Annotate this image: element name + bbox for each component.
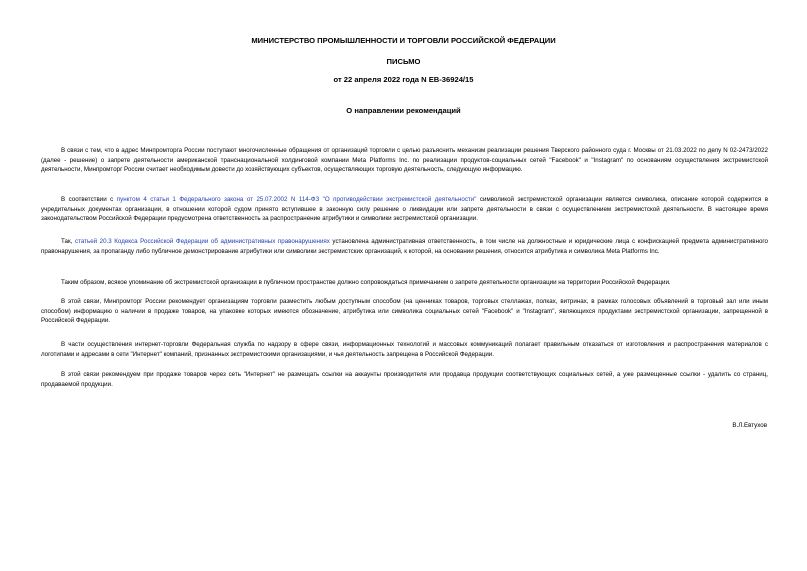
- paragraph-1-text: В связи с тем, что в адрес Минпромторга России поступают многочисленные обращения от организаций торговли с целью разъяснить механизм реализации решения Тверского районного суда г. Москвы от 21.03.2022 по делу N 02-2473/2022 (далее - решение) о запрете деятельности американской транснациональной холдинговой компании Meta Platforms Inc. по реализации продуктов-социальных сетей "Facebook" и "Instagram" по основаниям осуществления экстремистской деятельности, Минпромторг России считает необходимым довести до хозяйствующих субъектов, осуществляющих торговую деятельность, следующую информацию.: [41, 147, 768, 174]
- paragraph-6-text: В части осуществления интернет-торговли Федеральная служба по надзору в сфере связи, информационных технологий и массовых коммуникаций полагает правильным отказаться от изготовления и распространения материалов с логотипами и адресами в сети "Интернет" компаний, признанных экстремистскими организациями, и чья деятельность запрещена в Российской Федерации.: [41, 341, 768, 358]
- paragraph-7: [41, 370, 768, 389]
- document-date-number: от 22 апреля 2022 года N ЕВ-36924/15: [333, 75, 474, 84]
- admin-code-link[interactable]: статьей 20.3 Кодекса Российской Федерации об административных правонарушениях: [74, 238, 330, 245]
- paragraph-5-text: В этой связи, Минпромторг России рекомендует организациям торговли разместить любым доступным способом (на ценниках товаров, торговых стеллажах, полках, витринах, в рамках голосовых объявлений в торговый зал или иным способом) информацию о наличии в продаже товаров, на упаковке которых имеются обозначение, атрибутика или символика социальных сетей "Facebook" и "Instagram", являющихся продуктами экстремистской организации, запрещенной в Российской Федерации.: [41, 298, 768, 325]
- document-type: ПИСЬМО: [386, 57, 421, 66]
- paragraph-5: [41, 297, 768, 326]
- paragraph-4-text: Таким образом, всякое упоминание об экстремистской организации в публичном пространстве должно сопровождаться примечанием о запрете деятельности организации на территории Российской Федерации.: [61, 279, 671, 286]
- document-subject: О направлении рекомендаций: [346, 106, 461, 115]
- paragraph-4: [41, 278, 768, 288]
- paragraph-2: [41, 195, 768, 224]
- paragraph-2-lead: В соответствии с: [61, 196, 117, 203]
- paragraph-3-rest: установлена административная ответственность, в том числе на должностные и юридические лица с конфискацией предмета административного правонарушения, за пропаганду либо публичное демонстрирование атрибутики или символики экстремистских организаций, к которой, на основании решения, относится атрибутика и символика Meta Platforms Inc.: [41, 238, 768, 255]
- signature: В.Л.Евтухов: [732, 422, 767, 429]
- paragraph-1: [41, 146, 768, 175]
- paragraph-2-rest: символикой экстремистской организации является символика, описание которой содержится в учредительных документах организации, в отношении которой судом принято вступившее в законную силу решение о ликвидации или запрете деятельности в связи с осуществлением экстремистской деятельности. В настоящее время законодательством Российской Федерации предусмотрена ответственность за распространение атрибутики и символики экстремистской организации.: [41, 196, 768, 223]
- ministry-title: МИНИСТЕРСТВО ПРОМЫШЛЕННОСТИ И ТОРГОВЛИ РОССИЙСКОЙ ФЕДЕРАЦИИ: [251, 36, 556, 45]
- paragraph-7-text: В этой связи рекомендуем при продаже товаров через сеть "Интернет" не размещать ссылки на аккаунты производителя или продавца продукции соответствующих социальных сетей, а уже размещенные ссылки - удалить со страниц, продаваемой продукции.: [41, 371, 768, 388]
- paragraph-6: [41, 340, 768, 359]
- paragraph-3-text: [41, 237, 768, 256]
- paragraph-3: [41, 237, 768, 256]
- paragraph-3-lead: Так,: [61, 238, 75, 245]
- paragraph-2-text: [41, 195, 768, 224]
- federal-law-link[interactable]: пунктом 4 статьи 1 Федерального закона от 25.07.2002 N 114-ФЗ "О противодействии экстремистской деятельности": [116, 196, 477, 203]
